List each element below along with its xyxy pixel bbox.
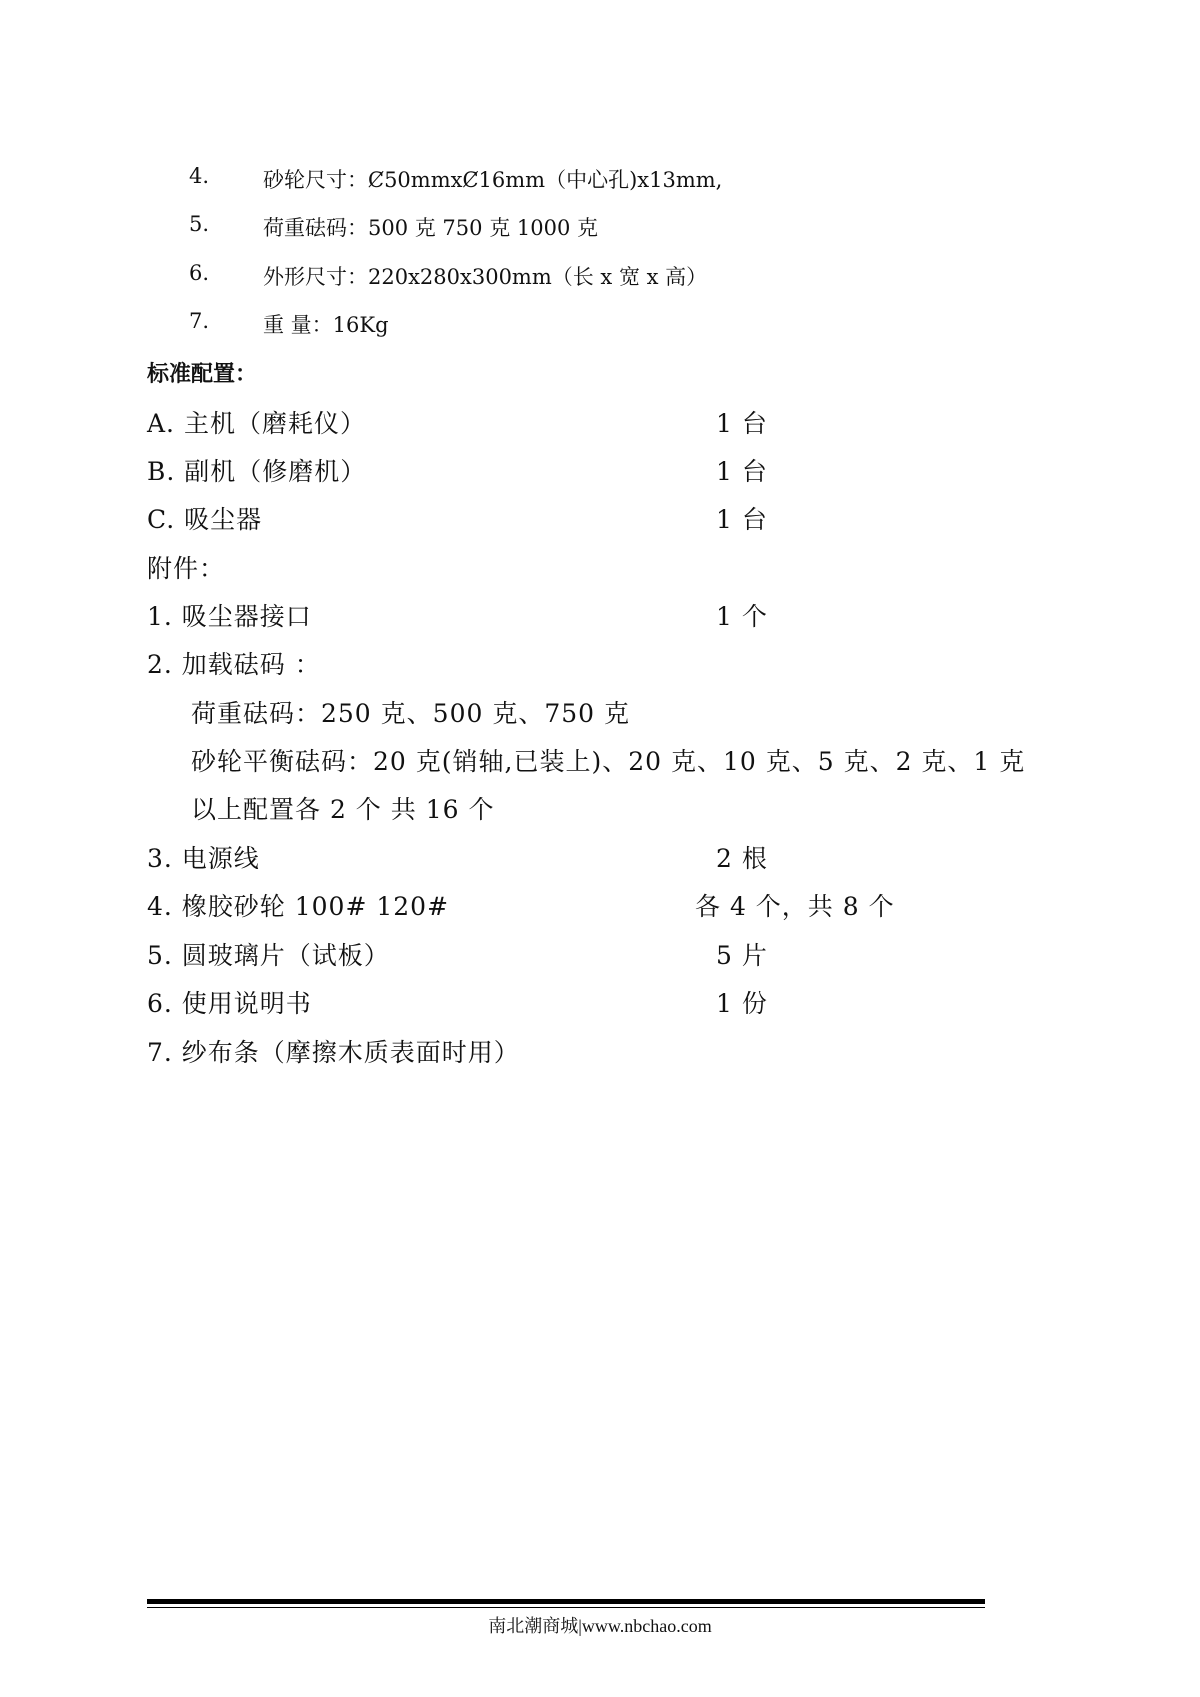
standard-config-heading: 标准配置：: [147, 361, 258, 387]
spec-text: 重 量：16Kg: [263, 313, 389, 337]
standard-item-label: A. 主机（磨耗仪）: [147, 409, 366, 438]
accessory-item-qty: 1 个: [716, 602, 768, 631]
footer-rule-thin: [147, 1607, 985, 1608]
accessory-item-qty: 各 4 个，共 8 个: [695, 892, 895, 921]
standard-item-qty: 1 台: [716, 409, 768, 438]
accessory-item-label: 2. 加载砝码 ：: [147, 650, 321, 679]
accessory-item-label: 1. 吸尘器接口: [147, 602, 312, 631]
accessory-item-qty: 1 份: [716, 989, 768, 1018]
spec-text: 砂轮尺寸：Ȼ50mmxȻ16mm（中心孔)x13mm,: [263, 168, 723, 192]
accessory-subline: 砂轮平衡砝码：20 克(销轴,已装上)、20 克、10 克、5 克、2 克、1 克: [191, 747, 1026, 776]
accessory-subline: 荷重砝码：250 克、500 克、750 克: [191, 699, 630, 728]
accessories-heading: 附件：: [147, 554, 226, 583]
footer-text: 南北潮商城|www.nbchao.com: [488, 1616, 712, 1636]
accessory-item-label: 5. 圆玻璃片（试板）: [147, 941, 390, 970]
accessory-item-qty: 2 根: [716, 844, 768, 873]
accessory-item-label: 4. 橡胶砂轮 100# 120#: [147, 892, 450, 921]
standard-item-qty: 1 台: [716, 457, 768, 486]
spec-text: 外形尺寸：220x280x300mm（长 x 宽 x 高）: [263, 265, 708, 289]
standard-item-qty: 1 台: [716, 505, 768, 534]
spec-number: 6.: [189, 261, 210, 285]
spec-number: 7.: [189, 309, 210, 333]
spec-text: 荷重砝码：500 克 750 克 1000 克: [263, 216, 598, 240]
accessory-item-label: 6. 使用说明书: [147, 989, 312, 1018]
accessory-item-label: 7. 纱布条（摩擦木质表面时用）: [147, 1038, 520, 1067]
spec-number: 5.: [189, 212, 210, 236]
accessory-item-label: 3. 电源线: [147, 844, 260, 873]
standard-item-label: C. 吸尘器: [147, 505, 263, 534]
accessory-item-qty: 5 片: [716, 941, 768, 970]
footer-rule-thick: [147, 1599, 985, 1604]
accessory-subline: 以上配置各 2 个 共 16 个: [191, 795, 495, 824]
standard-item-label: B. 副机（修磨机）: [147, 457, 367, 486]
spec-number: 4.: [189, 164, 210, 188]
